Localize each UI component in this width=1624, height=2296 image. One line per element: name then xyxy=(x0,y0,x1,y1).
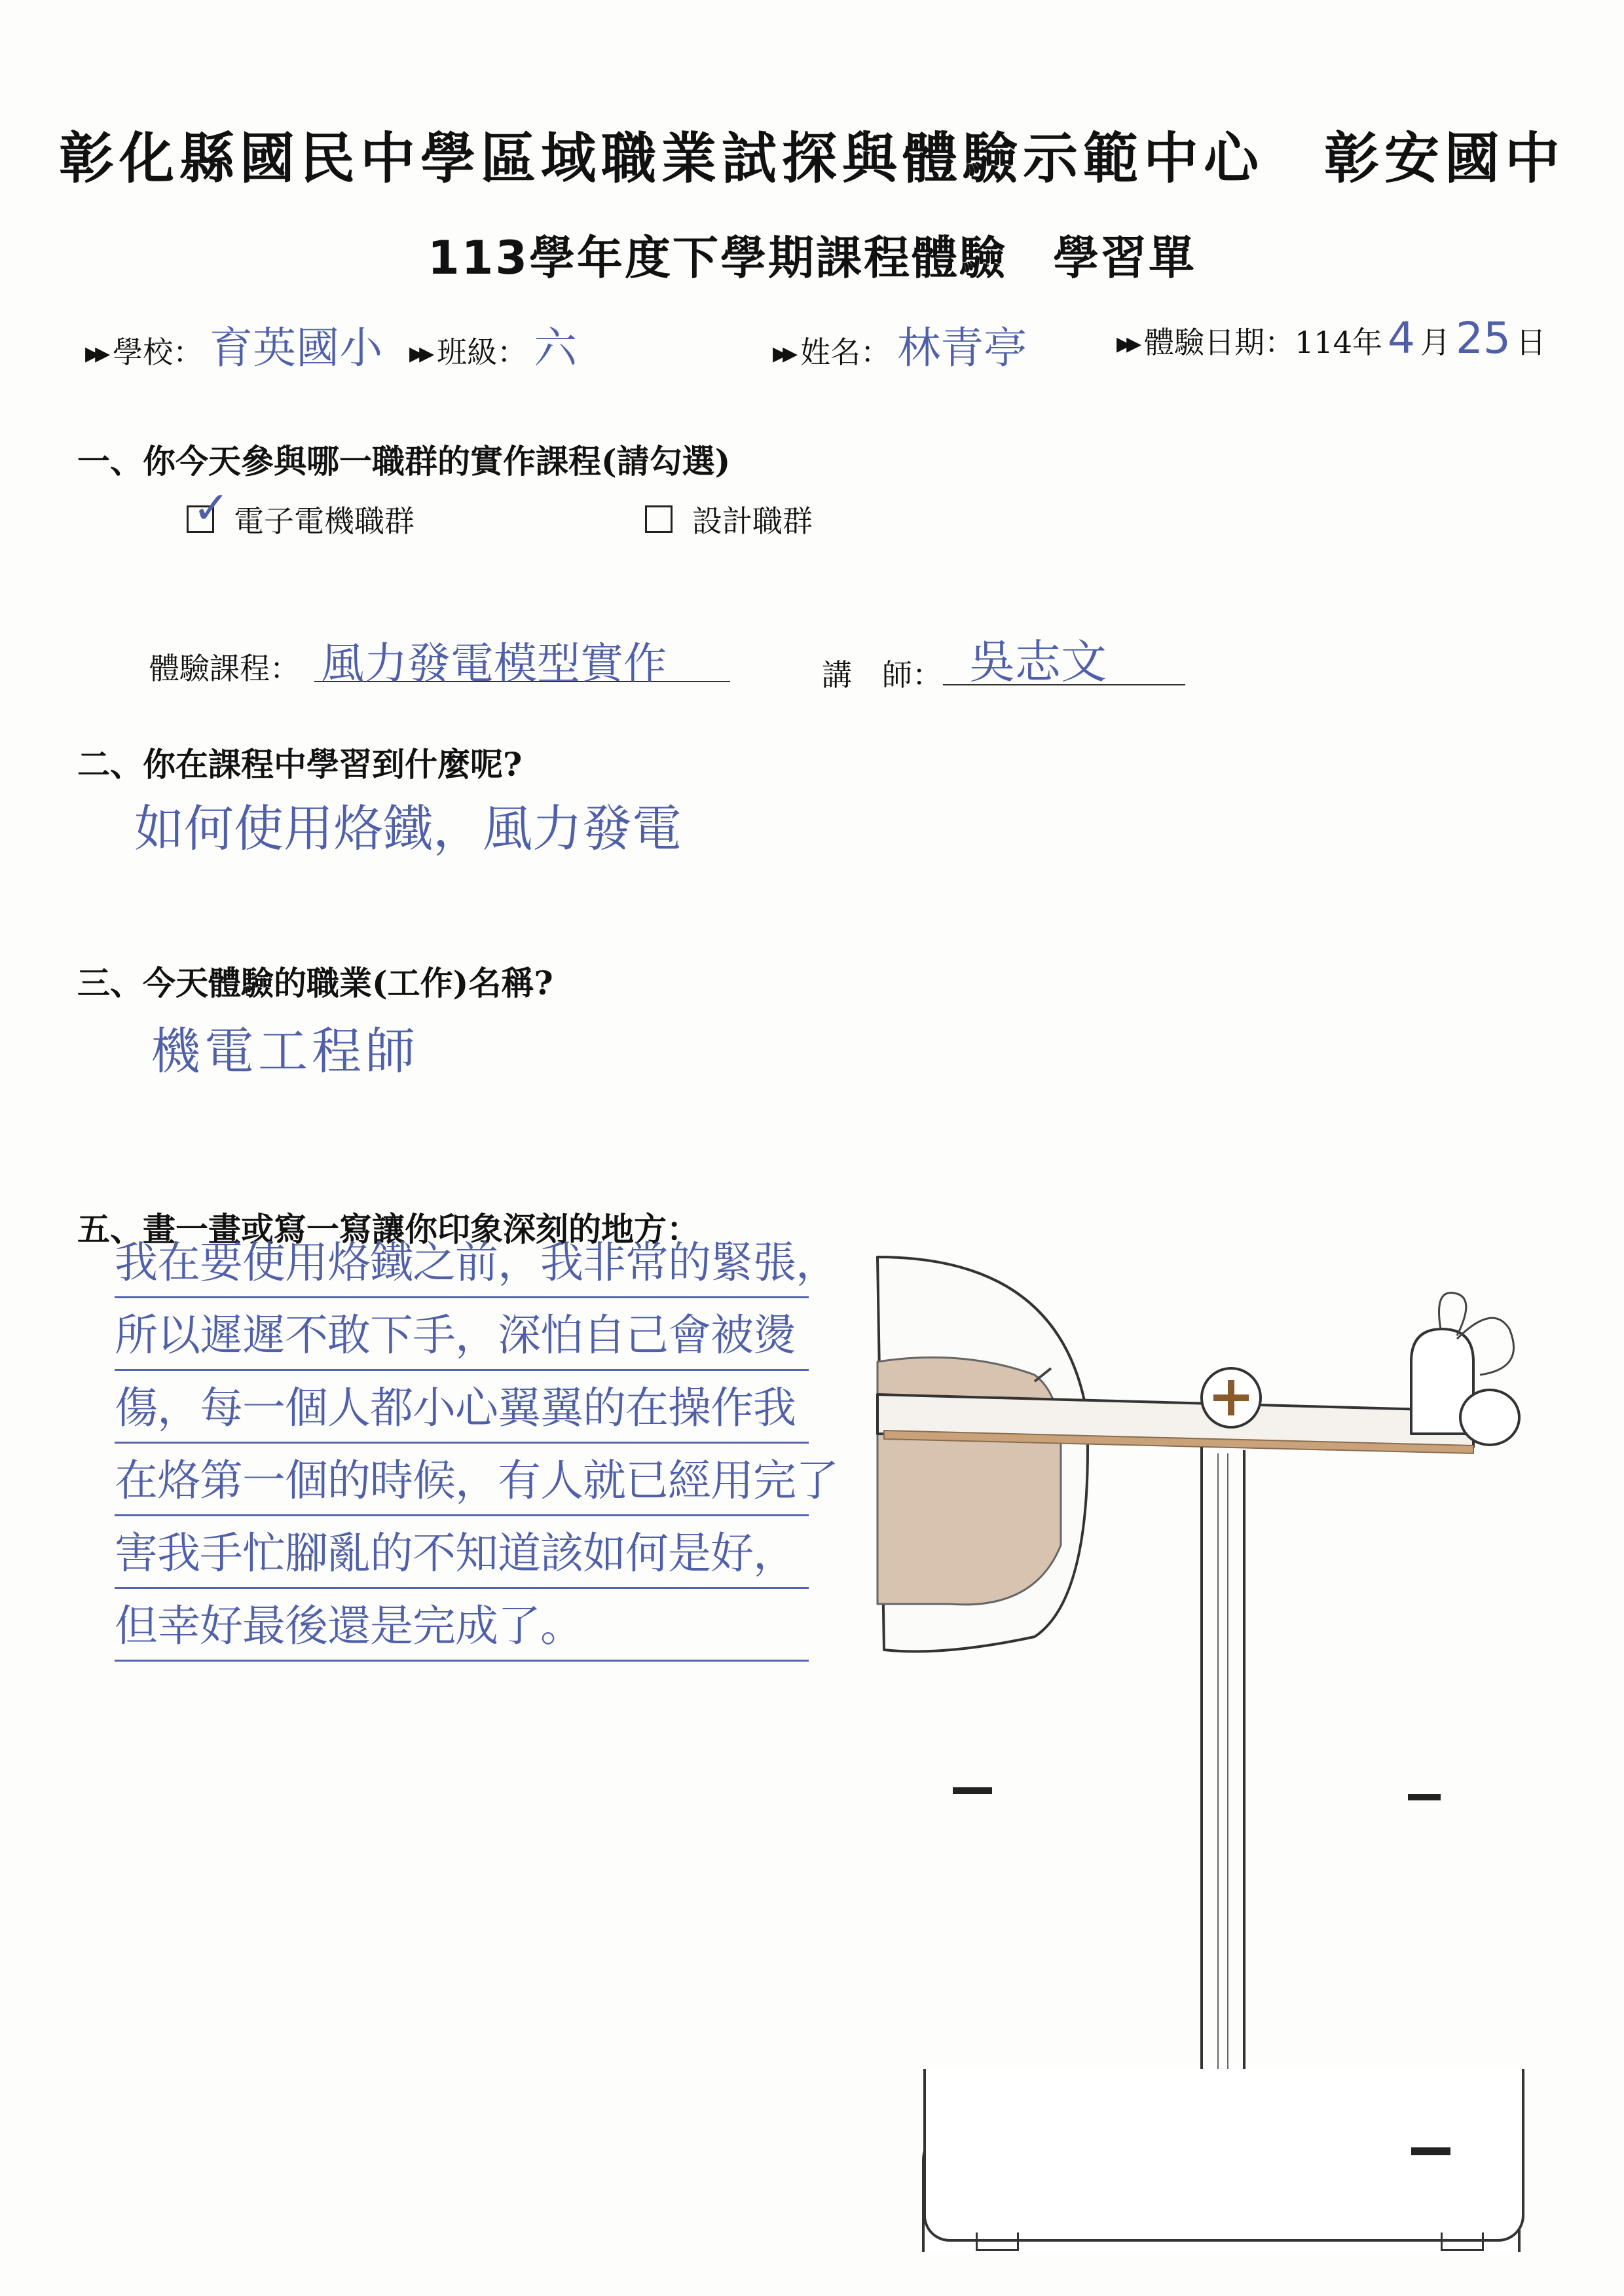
note-line: 在烙第一個的時候，有人就已經用完了 xyxy=(115,1444,809,1516)
q2-answer: 如何使用烙鐵，風力發電 xyxy=(134,799,682,858)
checkbox[interactable] xyxy=(645,505,673,533)
subtitle-main: 113學年度下學期課程體驗 xyxy=(427,231,1008,285)
date-year: 114年 xyxy=(1295,325,1382,360)
note-line: 所以遲遲不敢下手，深怕自己會被燙 xyxy=(115,1298,809,1371)
date-month-unit: 月 xyxy=(1420,325,1450,360)
school-field xyxy=(85,313,382,375)
base-lower xyxy=(923,2069,1524,2242)
vent-mark xyxy=(1408,1794,1441,1800)
arrow-icon: ▶▶ xyxy=(773,342,793,365)
school-value: 育英國小 xyxy=(210,323,383,373)
date-label: 體驗日期： xyxy=(1144,325,1295,360)
class-value: 六 xyxy=(534,323,578,373)
note-line: 但幸好最後還是完成了。 xyxy=(115,1589,809,1662)
date-field xyxy=(1116,313,1546,363)
name-field xyxy=(773,313,1027,375)
base-foot xyxy=(976,2232,1019,2251)
class-label: 班級： xyxy=(437,335,528,370)
option-label: 設計職群 xyxy=(692,503,813,539)
teacher-value: 吳志文 xyxy=(969,635,1107,689)
arrow-icon: ▶▶ xyxy=(1116,333,1137,355)
course-value: 風力發電模型實作 xyxy=(321,638,667,689)
option-label: 電子電機職群 xyxy=(234,503,415,539)
q1-heading: 一、你今天參與哪一職群的實作課程(請勾選) xyxy=(77,442,731,481)
date-month-value: 4 xyxy=(1387,313,1415,363)
date-day-value: 25 xyxy=(1455,313,1511,363)
q5-notes xyxy=(115,1231,838,1662)
page-title: 彰化縣國民中學區域職業試探與體驗示範中心 彰安國中 xyxy=(58,126,1565,191)
page-subtitle xyxy=(0,221,1624,287)
name-value: 林青亭 xyxy=(897,323,1027,373)
option-electronics[interactable] xyxy=(187,483,415,541)
arrow-icon: ▶▶ xyxy=(409,342,430,365)
subtitle-tail: 學習單 xyxy=(1053,231,1197,285)
vent-mark xyxy=(1411,2147,1450,2155)
date-day-unit: 日 xyxy=(1515,325,1546,360)
class-field xyxy=(409,313,577,375)
arrow-icon: ▶▶ xyxy=(85,342,105,365)
teacher-label: 講 師： xyxy=(822,657,942,693)
checkbox[interactable] xyxy=(187,483,230,534)
vent-mark xyxy=(953,1787,992,1794)
q5-heading: 五、畫一畫或寫一寫讓你印象深刻的地方： xyxy=(77,1210,699,1248)
checkmark-icon: ✓ xyxy=(193,483,230,534)
note-line: 我在要使用烙鐵之前，我非常的緊張， xyxy=(115,1231,809,1298)
name-label: 姓名： xyxy=(800,335,891,370)
note-line: 傷，每一個人都小心翼翼的在操作我 xyxy=(115,1371,809,1444)
q2-heading: 二、你在課程中學習到什麼呢? xyxy=(77,745,523,784)
course-label: 體驗課程： xyxy=(149,651,300,686)
base-foot xyxy=(1441,2232,1484,2251)
q3-heading: 三、今天體驗的職業(工作)名稱? xyxy=(77,964,553,1002)
note-line: 害我手忙腳亂的不知道該如何是好， xyxy=(115,1516,809,1589)
q3-answer: 機電工程師 xyxy=(151,1022,419,1080)
option-design[interactable] xyxy=(645,498,813,541)
school-label: 學校： xyxy=(113,335,204,370)
